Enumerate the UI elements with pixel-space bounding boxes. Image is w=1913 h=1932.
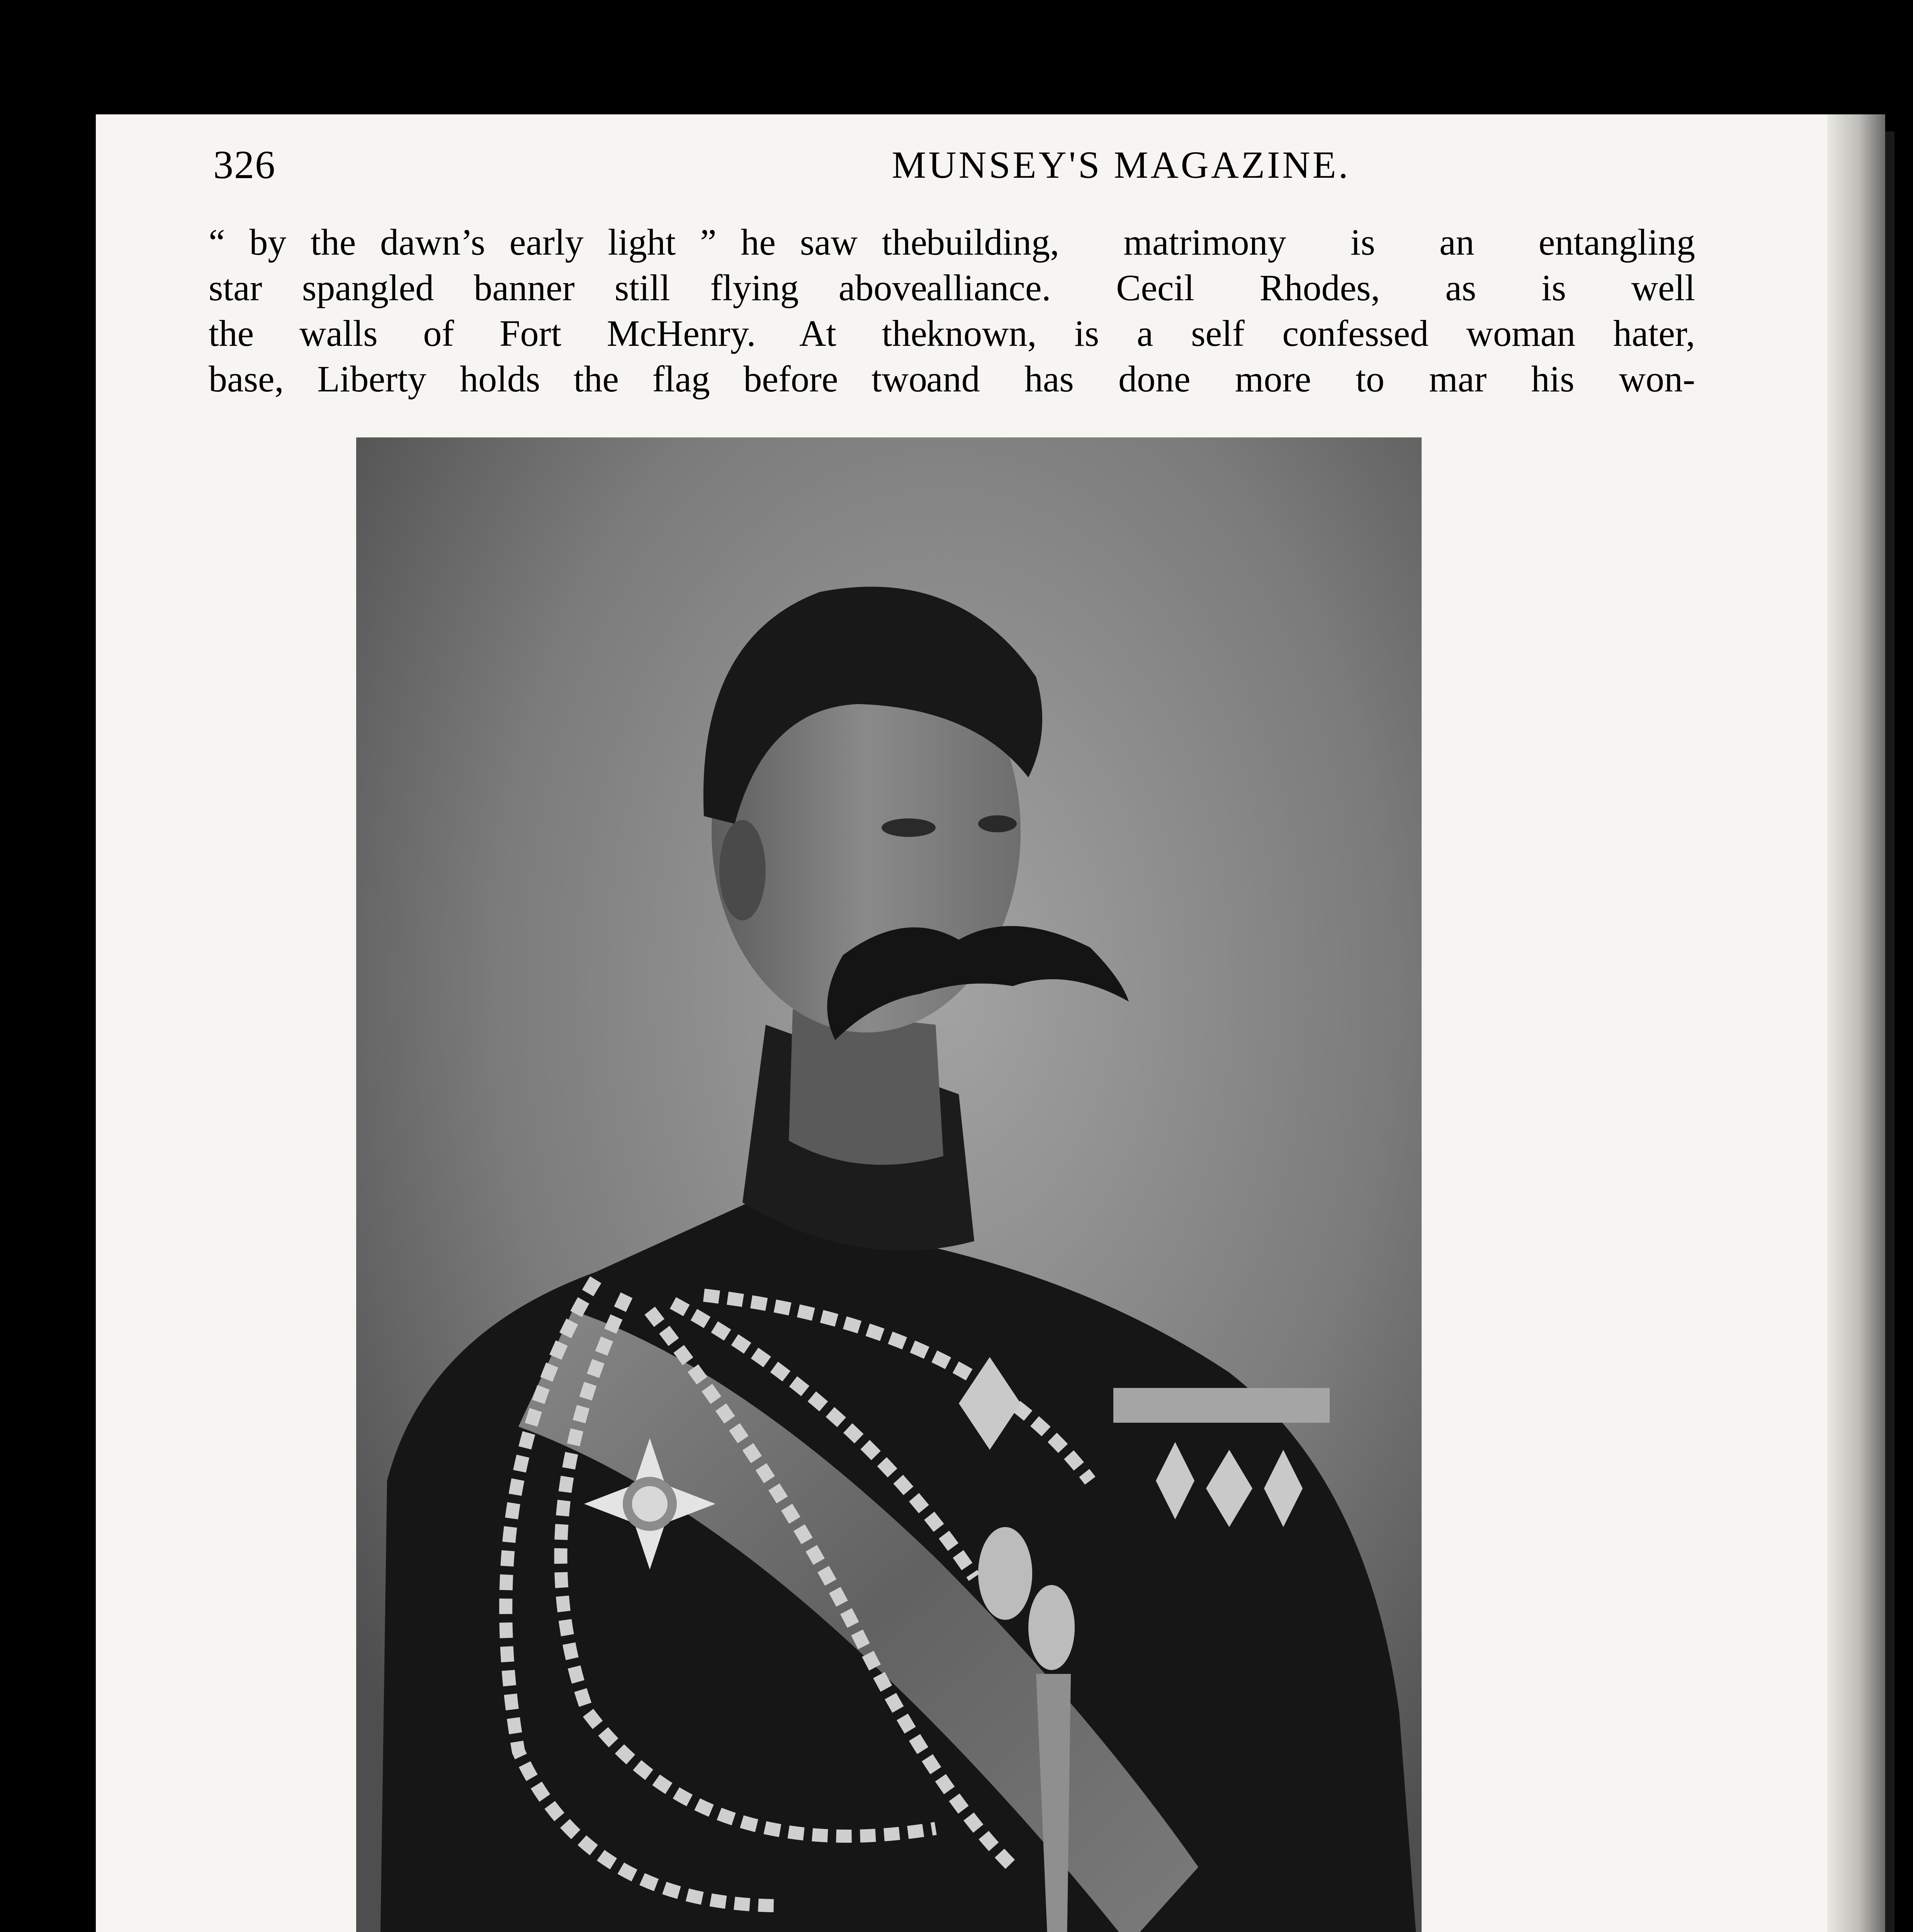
page-number: 326 bbox=[213, 143, 276, 187]
text-line: alliance. Cecil Rhodes, as is well bbox=[926, 267, 1695, 308]
running-title: MUNSEY'S MAGAZINE. bbox=[892, 143, 1351, 186]
page-shadow-edge bbox=[1885, 131, 1894, 1932]
text-line: known, is a self confessed woman hater, bbox=[926, 313, 1695, 354]
text-line: and has done more to mar his won- bbox=[926, 358, 1695, 400]
text-line: “ by the dawn’s early light ” he saw the bbox=[209, 221, 927, 263]
portrait-photograph bbox=[356, 437, 1422, 1932]
binding-gutter bbox=[1827, 114, 1885, 1932]
page-header bbox=[213, 140, 1695, 190]
text-line: star spangled banner still flying above bbox=[209, 267, 927, 308]
column-top-left bbox=[209, 219, 927, 402]
column-top-right bbox=[926, 219, 1695, 402]
text-line: the walls of Fort McHenry. At the bbox=[209, 313, 927, 354]
text-line: base, Liberty holds the flag before two bbox=[209, 358, 927, 400]
text-line: building, matrimony is an entangling bbox=[926, 221, 1695, 263]
